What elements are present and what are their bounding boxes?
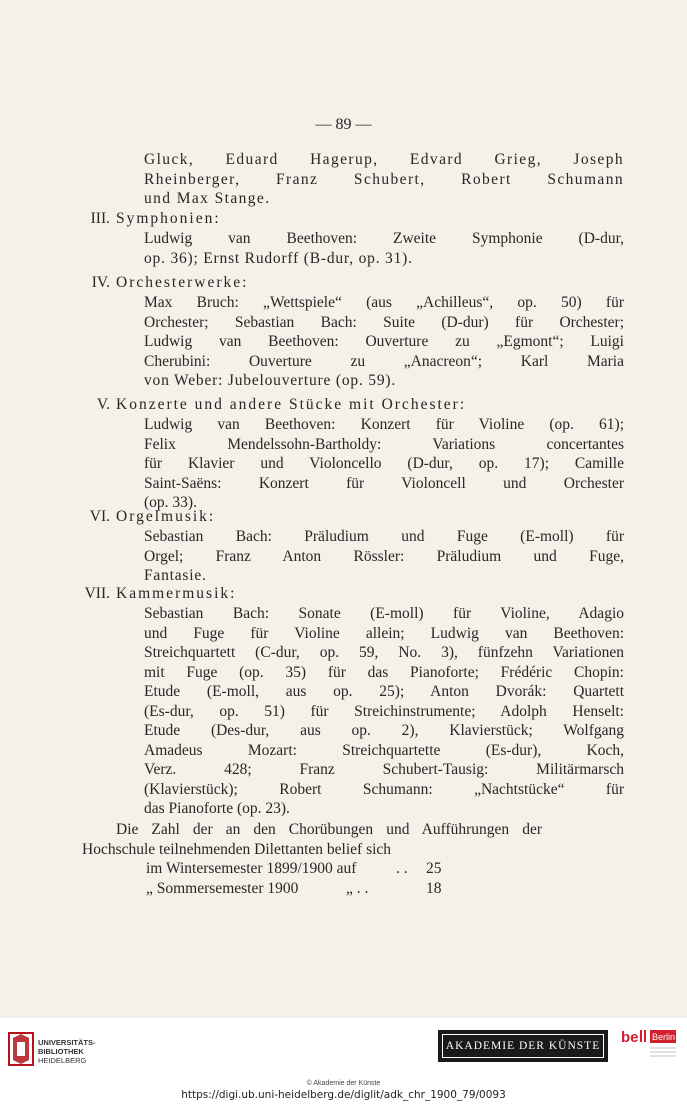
- text-line: Fantasie.: [144, 567, 207, 584]
- ub-text-line: UNIVERSITÄTS-: [38, 1038, 96, 1047]
- section-heading: Kammermusik:: [116, 585, 237, 602]
- text-line: Etude (Des-dur, aus op. 2), Klavierstück; Wolfgang: [144, 722, 624, 739]
- text-line: (Klavierstück); Robert Schumann: „Nachtstücke“ für: [144, 780, 624, 798]
- text-line: für Klavier und Violoncello (D-dur, op. 17); Camille: [144, 455, 624, 472]
- ub-text-line: BIBLIOTHEK: [38, 1047, 84, 1056]
- section-heading: Orchesterwerke:: [116, 274, 249, 291]
- participant-stats: [146, 859, 446, 898]
- permalink-url[interactable]: https://digi.ub.uni-heidelberg.de/diglit/adk_chr_1900_79/0093: [181, 1089, 506, 1101]
- ub-seal-icon: [8, 1032, 34, 1066]
- text-line: Sebastian Bach: Präludium und Fuge (E-moll) für: [144, 528, 624, 545]
- text-line: und Max Stange.: [144, 190, 271, 207]
- stats-row: [146, 859, 446, 879]
- akademie-der-kuenste-logo[interactable]: [438, 1030, 608, 1062]
- text-line: Rheinberger, Franz Schubert, Robert Schumann: [144, 170, 624, 188]
- section-heading: Symphonien:: [116, 210, 221, 227]
- copyright-notice: © Akademie der Künste: [306, 1080, 381, 1087]
- adk-label: AKADEMIE DER KÜNSTE: [442, 1034, 604, 1058]
- section-body: [82, 415, 624, 513]
- section-number: IV.: [91, 274, 110, 291]
- stats-dots: . .: [396, 860, 408, 877]
- page-number: — 89 —: [315, 116, 372, 133]
- text-line: Saint-Saëns: Konzert für Violoncell und Orchester: [144, 474, 624, 492]
- text-line: Etude (E-moll, aus op. 25); Anton Dvorák: Quartett: [144, 683, 624, 700]
- text-line: Hochschule teilnehmenden Dilettanten belief sich: [82, 840, 392, 858]
- text-line: Ludwig van Beethoven: Zweite Symphonie (D-dur,: [144, 230, 624, 247]
- closing-paragraph: [82, 820, 542, 859]
- section-body: [82, 604, 624, 819]
- text-line: Ludwig van Beethoven: Ouverture zu „Egmont“; Luigi: [144, 333, 624, 350]
- text-line: Gluck, Eduard Hagerup, Edvard Grieg, Joseph: [144, 151, 624, 168]
- ub-heidelberg-logo[interactable]: [8, 1026, 118, 1076]
- stats-value: 18: [426, 879, 442, 897]
- stats-label: im Wintersemester 1899/1900 auf: [146, 860, 357, 877]
- berlin-logo[interactable]: [620, 1026, 678, 1072]
- section-number: VI.: [89, 508, 110, 525]
- section-heading: Konzerte und andere Stücke mit Orchester:: [116, 396, 467, 413]
- text-line: Amadeus Mozart: Streichquartette (Es-dur), Koch,: [144, 741, 624, 759]
- berlin-logo-icon: [620, 1026, 678, 1072]
- text-line: Orchester; Sebastian Bach: Suite (D-dur) für Orchester;: [144, 313, 624, 331]
- text-line: (op. 33).: [144, 494, 197, 511]
- text-line: Die Zahl der an den Chorübungen und Aufführungen der: [116, 821, 542, 838]
- text-line: von Weber: Jubelouverture (op. 59).: [144, 372, 397, 389]
- text-line: das Pianoforte (op. 23).: [144, 800, 290, 817]
- text-line: Verz. 428; Franz Schubert-Tausig: Militärmarsch: [144, 761, 624, 778]
- stats-row: [146, 879, 446, 899]
- text-line: op. 36); Ernst Rudorff (B-dur, op. 31).: [144, 249, 413, 267]
- stats-dots: „ . .: [346, 879, 369, 897]
- text-line: Ludwig van Beethoven: Konzert für Violine (op. 61);: [144, 416, 624, 433]
- text-line: Max Bruch: „Wettspiele“ (aus „Achilleus“, op. 50) für: [144, 294, 624, 311]
- section-number: V.: [96, 396, 110, 413]
- section-body: [82, 527, 624, 586]
- stats-label: „ Sommersemester 1900: [146, 879, 299, 897]
- text-line: Felix Mendelssohn-Bartholdy: Variations concertantes: [144, 435, 624, 453]
- text-line: (Es-dur, op. 51) für Streichinstrumente; Adolph Henselt:: [144, 702, 624, 720]
- text-line: Sebastian Bach: Sonate (E-moll) für Violine, Adagio: [144, 605, 624, 622]
- text-line: Cherubini: Ouverture zu „Anacreon“; Karl Maria: [144, 352, 624, 370]
- section-body: [82, 229, 624, 268]
- viewer-footer: [0, 1018, 687, 1104]
- text-line: mit Fuge (op. 35) für das Pianoforte; Frédéric Chopin:: [144, 663, 624, 681]
- stats-value: 25: [426, 860, 442, 877]
- text-line: Orgel; Franz Anton Rössler: Präludium und Fuge,: [144, 547, 624, 565]
- ub-logo-text: [38, 1038, 96, 1065]
- section-heading: Orgelmusik:: [116, 508, 216, 525]
- text-line: und Fuge für Violine allein; Ludwig van Beethoven:: [144, 624, 624, 642]
- ub-text-line: HEIDELBERG: [38, 1056, 87, 1065]
- section-body: [82, 293, 624, 391]
- text-line: Streichquartett (C-dur, op. 59, No. 3), fünfzehn Variationen: [144, 644, 624, 661]
- svg-text:Berlin: Berlin: [652, 1032, 676, 1042]
- intro-block: [82, 150, 624, 209]
- svg-text:be: be: [621, 1029, 639, 1046]
- section-number: VII.: [84, 585, 110, 602]
- section-number: III.: [90, 210, 110, 227]
